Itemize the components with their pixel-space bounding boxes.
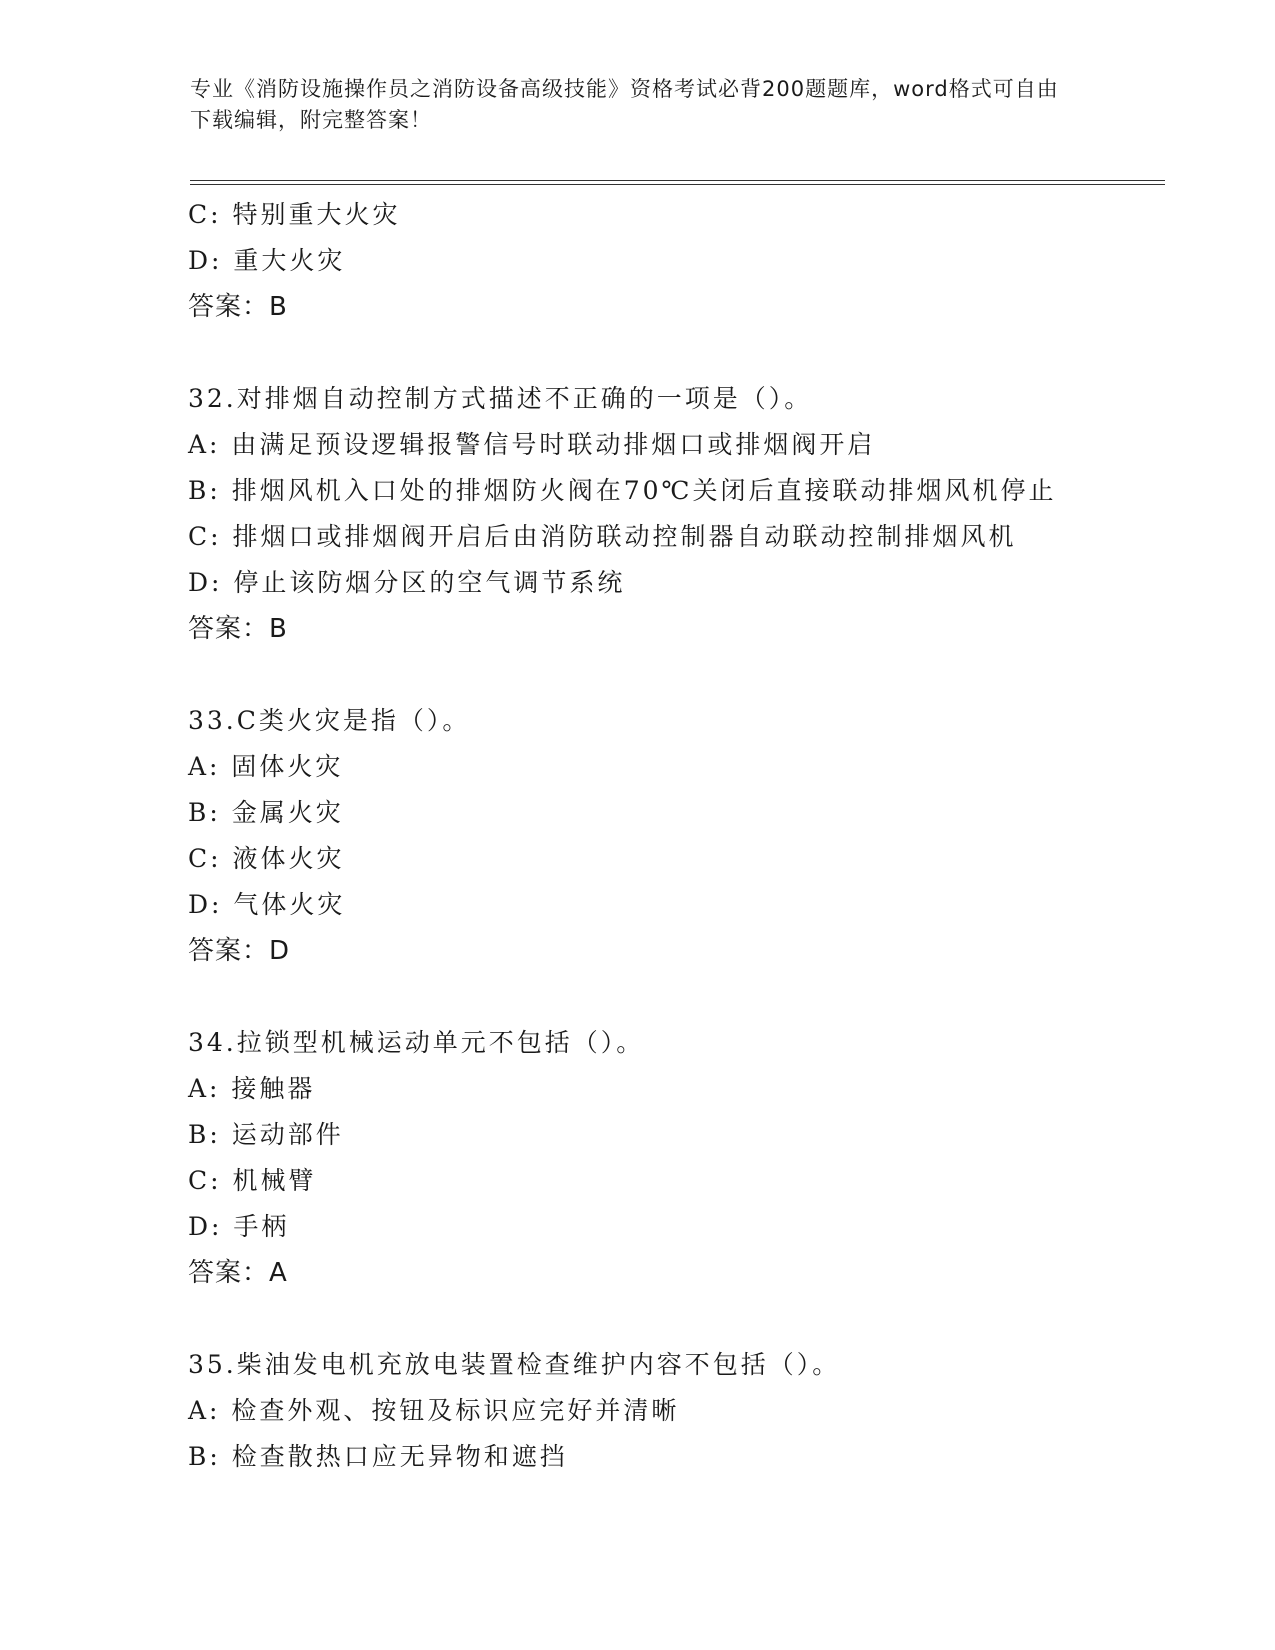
question-35 (188, 1342, 1188, 1480)
option-c: C: 排烟口或排烟阀开启后由消防联动控制器自动联动控制排烟风机 (188, 522, 1017, 551)
option-a: A: 由满足预设逻辑报警信号时联动排烟口或排烟阀开启 (188, 430, 876, 459)
option-b: B: 检查散热口应无异物和遮挡 (188, 1442, 568, 1471)
header-rule-bottom (190, 184, 1165, 185)
answer-line: 答案：B (188, 614, 288, 644)
option-a: A: 接触器 (188, 1074, 316, 1103)
option-a: A: 检查外观、按钮及标识应完好并清晰 (188, 1396, 680, 1425)
option-d: D: 手柄 (188, 1212, 290, 1241)
header-rule-top (190, 180, 1165, 181)
partial-question (188, 192, 1188, 330)
option-b: B: 金属火灾 (188, 798, 344, 827)
question-stem: 32.对排烟自动控制方式描述不正确的一项是（）。 (188, 384, 813, 413)
spacer (188, 330, 1188, 376)
spacer (188, 1296, 1188, 1342)
option-b: B: 运动部件 (188, 1120, 344, 1149)
spacer (188, 974, 1188, 1020)
answer-line: 答案：A (188, 1258, 288, 1288)
option-d: D: 停止该防烟分区的空气调节系统 (188, 568, 626, 597)
spacer (188, 652, 1188, 698)
question-32 (188, 376, 1188, 652)
option-c: C: 液体火灾 (188, 844, 345, 873)
option-b: B: 排烟风机入口处的排烟防火阀在70℃关闭后直接联动排烟风机停止 (188, 476, 1057, 505)
option-d: D: 重大火灾 (188, 246, 346, 275)
question-stem: 35.柴油发电机充放电装置检查维护内容不包括（）。 (188, 1350, 841, 1379)
option-d: D: 气体火灾 (188, 890, 346, 919)
option-c: C: 机械臂 (188, 1166, 317, 1195)
option-a: A: 固体火灾 (188, 752, 344, 781)
question-33 (188, 698, 1188, 974)
question-34 (188, 1020, 1188, 1296)
answer-line: 答案：B (188, 292, 288, 322)
question-stem: 33.C类火灾是指（）。 (188, 706, 471, 735)
option-c: C: 特别重大火灾 (188, 200, 401, 229)
question-stem: 34.拉锁型机械运动单元不包括（）。 (188, 1028, 645, 1057)
question-list (188, 192, 1188, 1480)
answer-line: 答案：D (188, 936, 291, 966)
page-header: 专业《消防设施操作员之消防设备高级技能》资格考试必背200题题库，word格式可自由下载编辑，附完整答案！ (190, 77, 1059, 132)
